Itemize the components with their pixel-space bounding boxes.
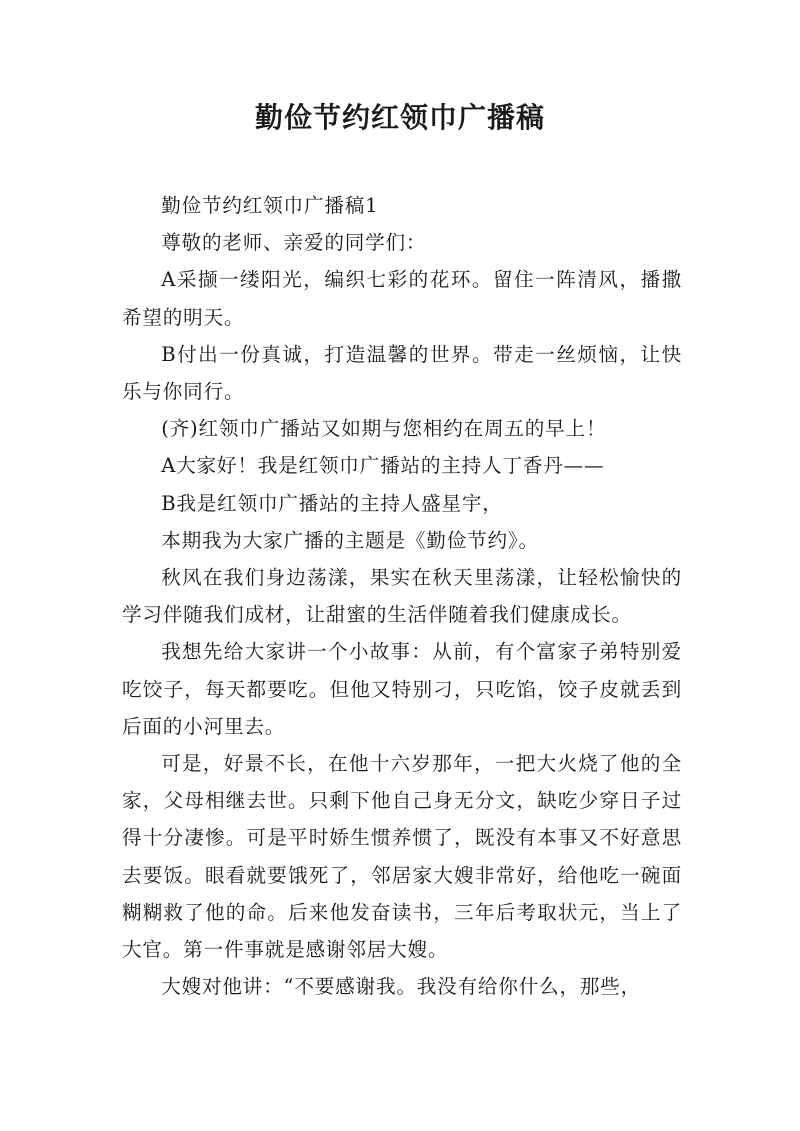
paragraph: 可是，好景不长，在他十六岁那年，一把大火烧了他的全家，父母相继去世。只剩下他自己身无分文，缺吃少穿日子过得十分凄惨。可是平时娇生惯养惯了，既没有本事又不好意思去要饭。眼看就要饿死了，邻居家大嫂非常好，给他吃一碗面糊糊救了他的命。后来他发奋读书，三年后考取状元，当上了大官。第一件事就是感谢邻居大嫂。: [122, 752, 682, 962]
paragraph: B付出一份真诚，打造温馨的世界。带走一丝烦恼，让快乐与你同行。: [122, 342, 682, 404]
paragraph: (齐)红领巾广播站又如期与您相约在周五的早上！: [161, 417, 607, 441]
paragraph: A大家好！我是红领巾广播站的主持人丁香丹——: [161, 454, 605, 478]
paragraph: 大嫂对他讲：“不要感谢我。我没有给你什么，那些，: [161, 975, 642, 999]
paragraph: 勤俭节约红领巾广播稿1: [161, 194, 379, 217]
paragraph: B我是红领巾广播站的主持人盛星宇，: [161, 491, 503, 515]
document-body: [122, 187, 682, 1005]
document-title: 勤俭节约红领巾广播稿: [254, 101, 545, 134]
paragraph: A采撷一缕阳光，编织七彩的花环。留住一阵清风，播撒希望的明天。: [122, 268, 682, 329]
paragraph: 本期我为大家广播的主题是《勤俭节约》。: [161, 528, 539, 552]
paragraph: 秋风在我们身边荡漾，果实在秋天里荡漾，让轻松愉快的学习伴随我们成材，让甜蜜的生活伴随着我们健康成长。: [122, 566, 682, 627]
paragraph: 我想先给大家讲一个小故事：从前，有个富家子弟特别爱吃饺子，每天都要吃。但他又特别刁，只吃馅，饺子皮就丢到后面的小河里去。: [122, 640, 682, 738]
paragraph: 尊敬的老师、亲爱的同学们：: [161, 231, 427, 255]
